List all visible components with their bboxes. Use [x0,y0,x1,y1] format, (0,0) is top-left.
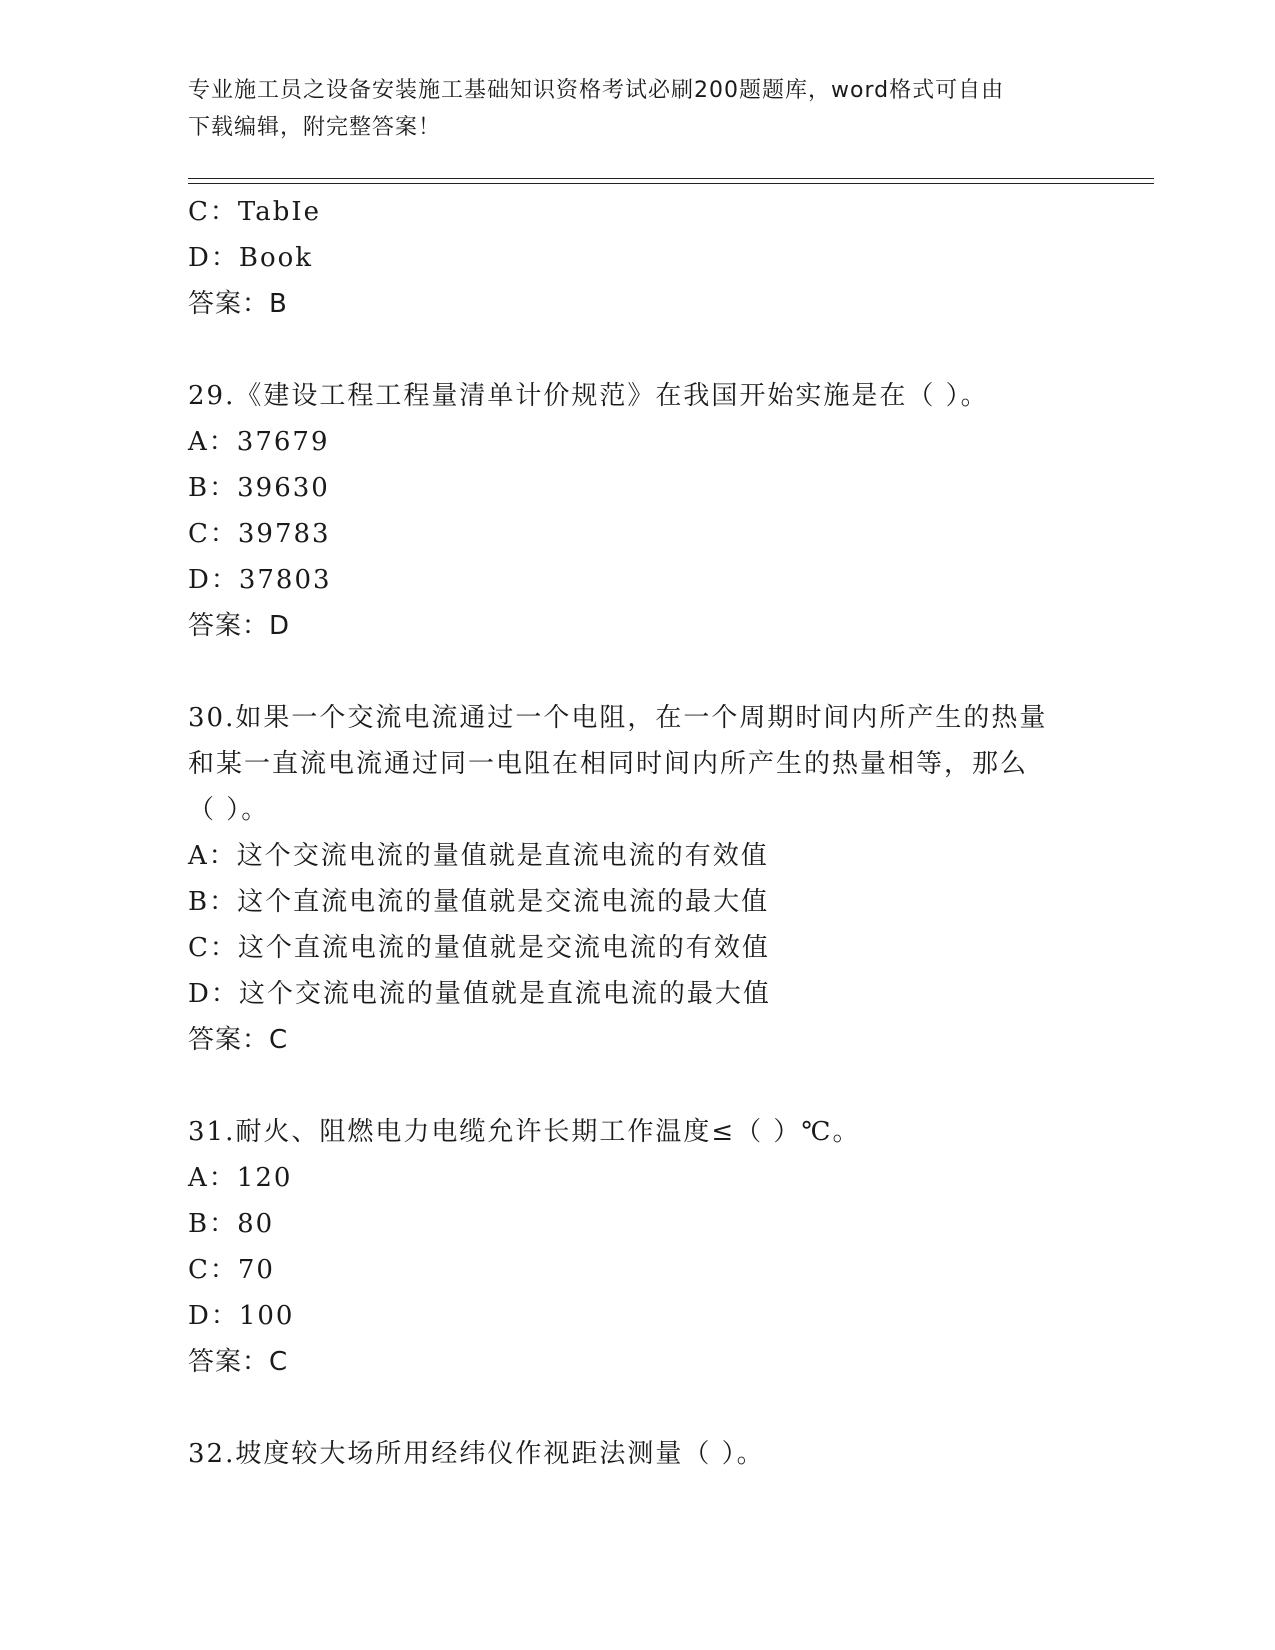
answer: 答案：C [188,1025,289,1055]
question-text-line-3: （ ）。 [188,795,270,825]
option-b: B：80 [188,1209,275,1239]
option-a: A：37679 [188,427,330,457]
document-header [188,72,1088,146]
option-a: A：这个交流电流的量值就是直流电流的有效值 [188,841,769,871]
option-d: D：这个交流电流的量值就是直流电流的最大值 [188,979,771,1009]
answer: 答案：D [188,611,291,641]
question-text-line-2: 和某一直流电流通过同一电阻在相同时间内所产生的热量相等，那么 [188,749,1029,779]
question-text-line-1: 30.如果一个交流电流通过一个电阻，在一个周期时间内所产生的热量 [188,703,1048,733]
option-c: C：TabIe [188,197,322,227]
answer: 答案：B [188,289,288,319]
question-list [188,189,1088,1477]
option-a: A：120 [188,1163,293,1193]
answer: 答案：C [188,1347,289,1377]
option-d: D：Book [188,243,314,273]
option-c: C：70 [188,1255,275,1285]
option-b: B：这个直流电流的量值就是交流电流的最大值 [188,887,770,917]
option-c: C：39783 [188,519,331,549]
question-text: 29.《建设工程工程量清单计价规范》在我国开始实施是在（ ）。 [188,381,989,411]
question-text: 31.耐火、阻燃电力电缆允许长期工作温度≤（ ）℃。 [188,1117,861,1147]
option-d: D：100 [188,1301,295,1331]
header-rule-bottom [188,183,1154,184]
option-c: C：这个直流电流的量值就是交流电流的有效值 [188,933,770,963]
header-line-2: 下载编辑，附完整答案！ [188,115,442,140]
option-b: B：39630 [188,473,330,503]
header-line-1: 专业施工员之设备安装施工基础知识资格考试必刷200题题库，word格式可自由 [188,78,1005,103]
question-text: 32.坡度较大场所用经纬仪作视距法测量（ ）。 [188,1439,765,1469]
option-d: D：37803 [188,565,332,595]
header-rule-top [188,178,1154,179]
